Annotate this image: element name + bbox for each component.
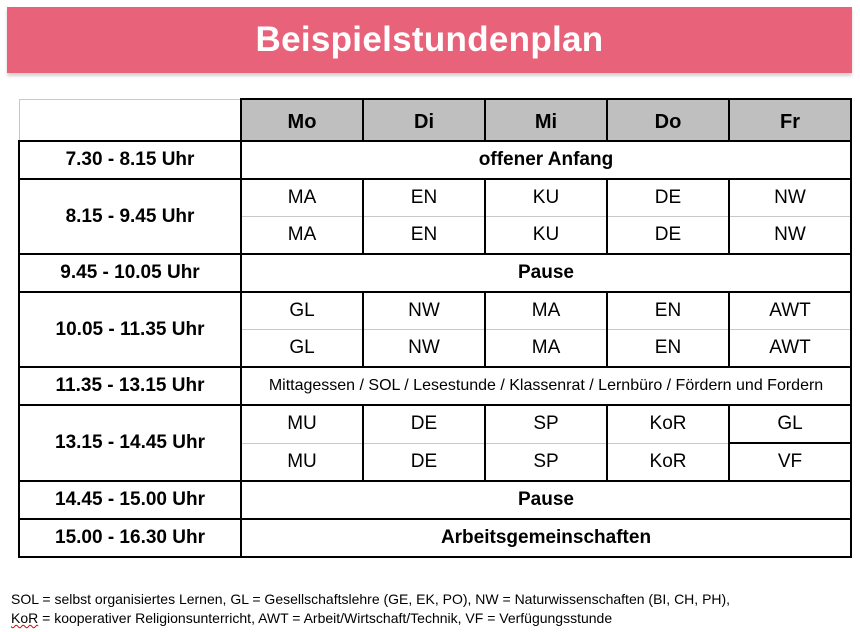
time-slot: 9.45 - 10.05 Uhr: [19, 254, 241, 292]
subject-cell: EN: [363, 217, 485, 255]
subject-cell: NW: [729, 179, 851, 217]
subject-cell: GL: [241, 292, 363, 330]
subject-cell: AWT: [729, 330, 851, 368]
merged-activity: offener Anfang: [241, 141, 851, 179]
legend-kor-abbrev: KoR: [11, 610, 39, 626]
subject-cell: KoR: [607, 443, 729, 481]
subject-cell: EN: [607, 330, 729, 368]
subject-cell: GL: [241, 330, 363, 368]
subject-cell: VF: [729, 443, 851, 481]
subject-cell: MA: [485, 330, 607, 368]
subject-cell: MA: [241, 217, 363, 255]
subject-cell: MU: [241, 405, 363, 443]
day-header: Mi: [485, 99, 607, 141]
page-title: Beispielstundenplan: [255, 20, 604, 59]
subject-cell: DE: [363, 443, 485, 481]
subject-cell: KoR: [607, 405, 729, 443]
time-slot: 7.30 - 8.15 Uhr: [19, 141, 241, 179]
legend-line: [11, 609, 730, 628]
time-slot: 15.00 - 16.30 Uhr: [19, 519, 241, 557]
day-header: Do: [607, 99, 729, 141]
subject-cell: MA: [241, 179, 363, 217]
timetable: [18, 98, 852, 558]
subject-cell: MU: [241, 443, 363, 481]
legend-line-text: = kooperativer Religionsunterricht, AWT = Arbeit/Wirtschaft/Technik, VF = Verfügungsstunde: [38, 610, 613, 626]
subject-cell: KU: [485, 217, 607, 255]
subject-cell: AWT: [729, 292, 851, 330]
subject-cell: DE: [363, 405, 485, 443]
subject-cell: NW: [363, 330, 485, 368]
subject-cell: DE: [607, 217, 729, 255]
subject-cell: SP: [485, 405, 607, 443]
subject-cell: SP: [485, 443, 607, 481]
time-slot: 13.15 - 14.45 Uhr: [19, 405, 241, 481]
merged-activity: Pause: [241, 254, 851, 292]
legend-line: SOL = selbst organisiertes Lernen, GL = Gesellschaftslehre (GE, EK, PO), NW = Naturwissenschaften (BI, CH, PH),: [11, 591, 731, 607]
time-slot: 10.05 - 11.35 Uhr: [19, 292, 241, 367]
day-header: Mo: [241, 99, 363, 141]
corner-cell: [19, 99, 241, 141]
day-header: Fr: [729, 99, 851, 141]
day-header: Di: [363, 99, 485, 141]
subject-cell: NW: [729, 217, 851, 255]
time-slot: 8.15 - 9.45 Uhr: [19, 179, 241, 254]
subject-cell: KU: [485, 179, 607, 217]
merged-activity: Arbeitsgemeinschaften: [241, 519, 851, 557]
subject-cell: GL: [729, 405, 851, 443]
time-slot: 11.35 - 13.15 Uhr: [19, 367, 241, 405]
merged-activity: Mittagessen / SOL / Lesestunde / Klassenrat / Lernbüro / Fördern und Fordern: [241, 367, 851, 405]
title-banner: [7, 7, 852, 73]
subject-cell: NW: [363, 292, 485, 330]
subject-cell: DE: [607, 179, 729, 217]
subject-cell: MA: [485, 292, 607, 330]
legend: [11, 590, 730, 628]
time-slot: 14.45 - 15.00 Uhr: [19, 481, 241, 519]
subject-cell: EN: [607, 292, 729, 330]
subject-cell: EN: [363, 179, 485, 217]
merged-activity: Pause: [241, 481, 851, 519]
